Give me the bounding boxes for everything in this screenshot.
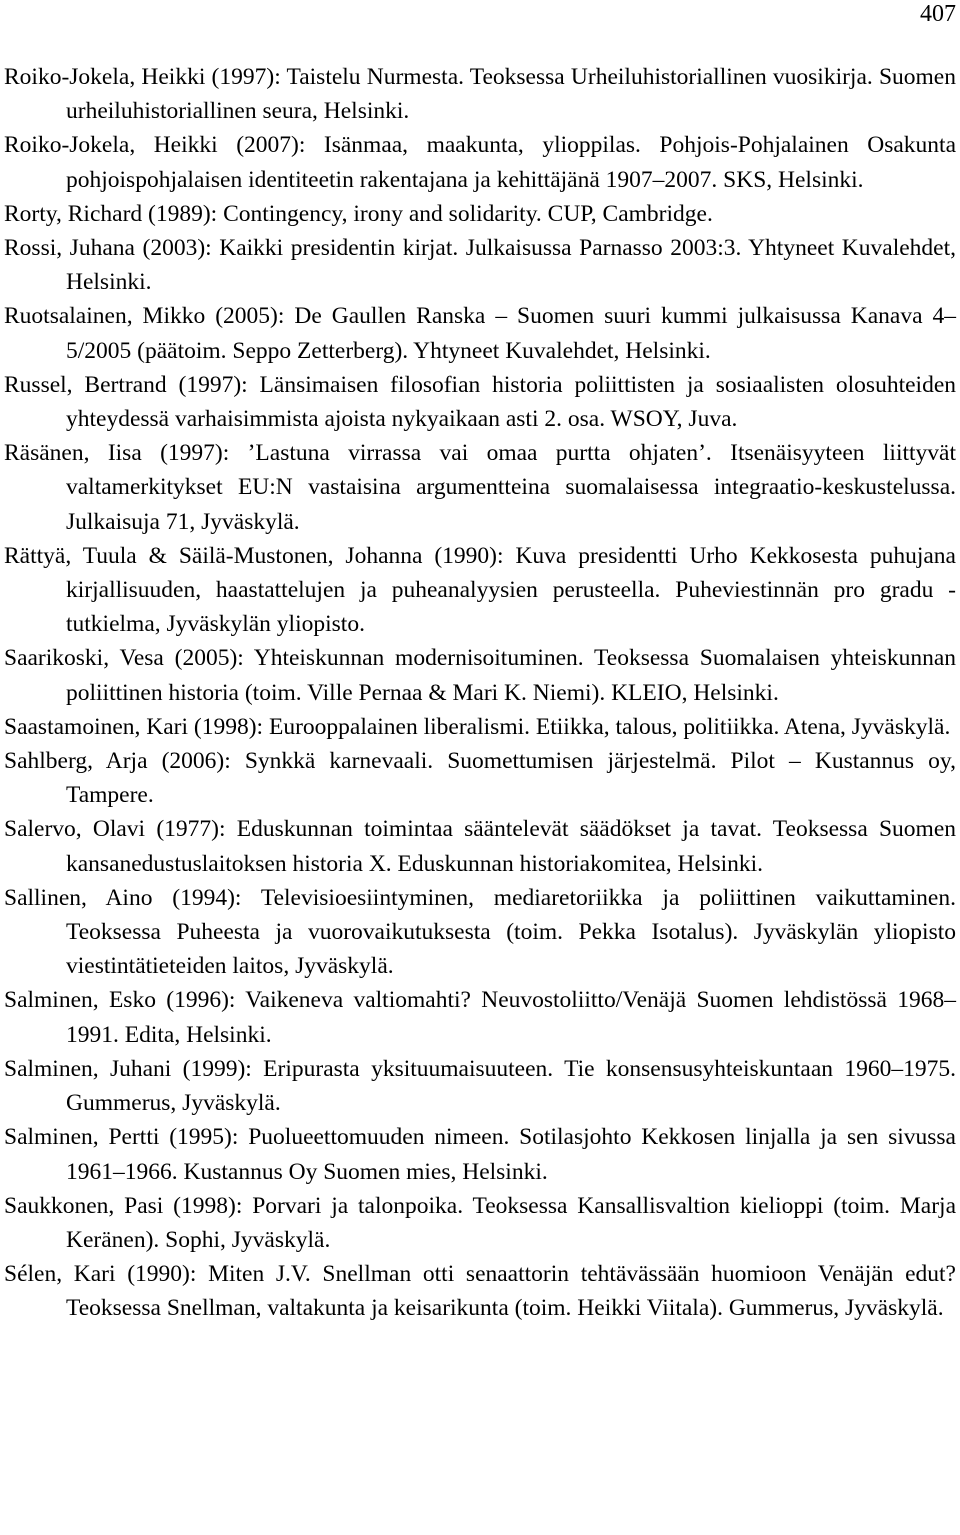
reference-entry: Rättyä, Tuula & Säilä-Mustonen, Johanna (1990): Kuva presidentti Urho Kekkosesta puhujana kirjallisuuden, haastattelujen ja puheanalyysien perusteella. Puheviestinnän pro gradu -tutkielma, Jyväskylän yliopisto. — [4, 542, 956, 638]
reference-entry: Salminen, Pertti (1995): Puolueettomuuden nimeen. Sotilasjohto Kekkosen linjalla ja sen sivussa 1961–1966. Kustannus Oy Suomen mies, Helsinki. — [4, 1124, 956, 1185]
reference-entry: Salervo, Olavi (1977): Eduskunnan toimintaa sääntelevät säädökset ja tavat. Teoksessa Suomen kansanedustuslaitoksen historia X. Eduskunnan historiakomitea, Helsinki. — [4, 816, 956, 877]
reference-entry: Saarikoski, Vesa (2005): Yhteiskunnan modernisoituminen. Teoksessa Suomalaisen yhteiskunnan poliittinen historia (toim. Ville Pernaa & Mari K. Niemi). KLEIO, Helsinki. — [4, 645, 956, 706]
reference-entry: Russel, Bertrand (1997): Länsimaisen filosofian historia poliittisten ja sosiaalisten olosuhteiden yhteydessä varhaisimmista ajoista nykyaikaan asti 2. osa. WSOY, Juva. — [4, 371, 956, 433]
reference-entry: Rorty, Richard (1989): Contingency, irony and solidarity. CUP, Cambridge. — [4, 200, 713, 227]
reference-entry: Roiko-Jokela, Heikki (1997): Taistelu Nurmesta. Teoksessa Urheiluhistoriallinen vuosikirja. Suomen urheiluhistoriallinen seura, Helsinki. — [4, 64, 956, 125]
reference-entry: Sélen, Kari (1990): Miten J.V. Snellman otti senaattorin tehtävässään huomioon Venäjän edut? Teoksessa Snellman, valtakunta ja keisarikunta (toim. Heikki Viitala). Gummerus, Jyväskylä. — [4, 1261, 956, 1322]
reference-entry: Saastamoinen, Kari (1998): Eurooppalainen liberalismi. Etiikka, talous, politiikka. Atena, Jyväskylä. — [4, 713, 951, 740]
reference-entry: Räsänen, Iisa (1997): ’Lastuna virrassa vai omaa purtta ohjaten’. Itsenäisyyteen liittyvät valtamerkitykset EU:N vastaisina argumentteina suomalaisessa integraatio-keskustelussa. Julkaisuja 71, Jyväskylä. — [4, 440, 956, 535]
reference-entry: Salminen, Esko (1996): Vaikeneva valtiomahti? Neuvostoliitto/Venäjä Suomen lehdistössä 1968–1991. Edita, Helsinki. — [4, 987, 956, 1048]
reference-entry: Saukkonen, Pasi (1998): Porvari ja talonpoika. Teoksessa Kansallisvaltion kielioppi (toim. Marja Keränen). Sophi, Jyväskylä. — [4, 1192, 956, 1253]
reference-entry: Sahlberg, Arja (2006): Synkkä karnevaali. Suomettumisen järjestelmä. Pilot – Kustannus oy, Tampere. — [4, 748, 956, 809]
reference-list — [4, 60, 956, 1326]
reference-entry: Rossi, Juhana (2003): Kaikki presidentin kirjat. Julkaisussa Parnasso 2003:3. Yhtyneet Kuvalehdet, Helsinki. — [4, 235, 956, 296]
reference-entry: Salminen, Juhani (1999): Eripurasta yksituumaisuuteen. Tie konsensusyhteiskuntaan 1960–1975. Gummerus, Jyväskylä. — [4, 1055, 956, 1117]
reference-entry: Roiko-Jokela, Heikki (2007): Isänmaa, maakunta, ylioppilas. Pohjois-Pohjalainen Osakunta pohjoispohjalaisen identiteetin rakentajana ja kehittäjänä 1907–2007. SKS, Helsinki. — [4, 132, 956, 193]
reference-entry: Sallinen, Aino (1994): Televisioesiintyminen, mediaretoriikka ja poliittinen vaikuttaminen. Teoksessa Puheesta ja vuorovaikutuksesta (toim. Pekka Isotalus). Jyväskylän yliopisto viestintätieteiden laitos, Jyväskylä. — [4, 884, 956, 980]
reference-entry: Ruotsalainen, Mikko (2005): De Gaullen Ranska – Suomen suuri kummi julkaisussa Kanava 4–5/2005 (päätoim. Seppo Zetterberg). Yhtyneet Kuvalehdet, Helsinki. — [4, 303, 956, 364]
page-number: 407 — [920, 1, 956, 27]
